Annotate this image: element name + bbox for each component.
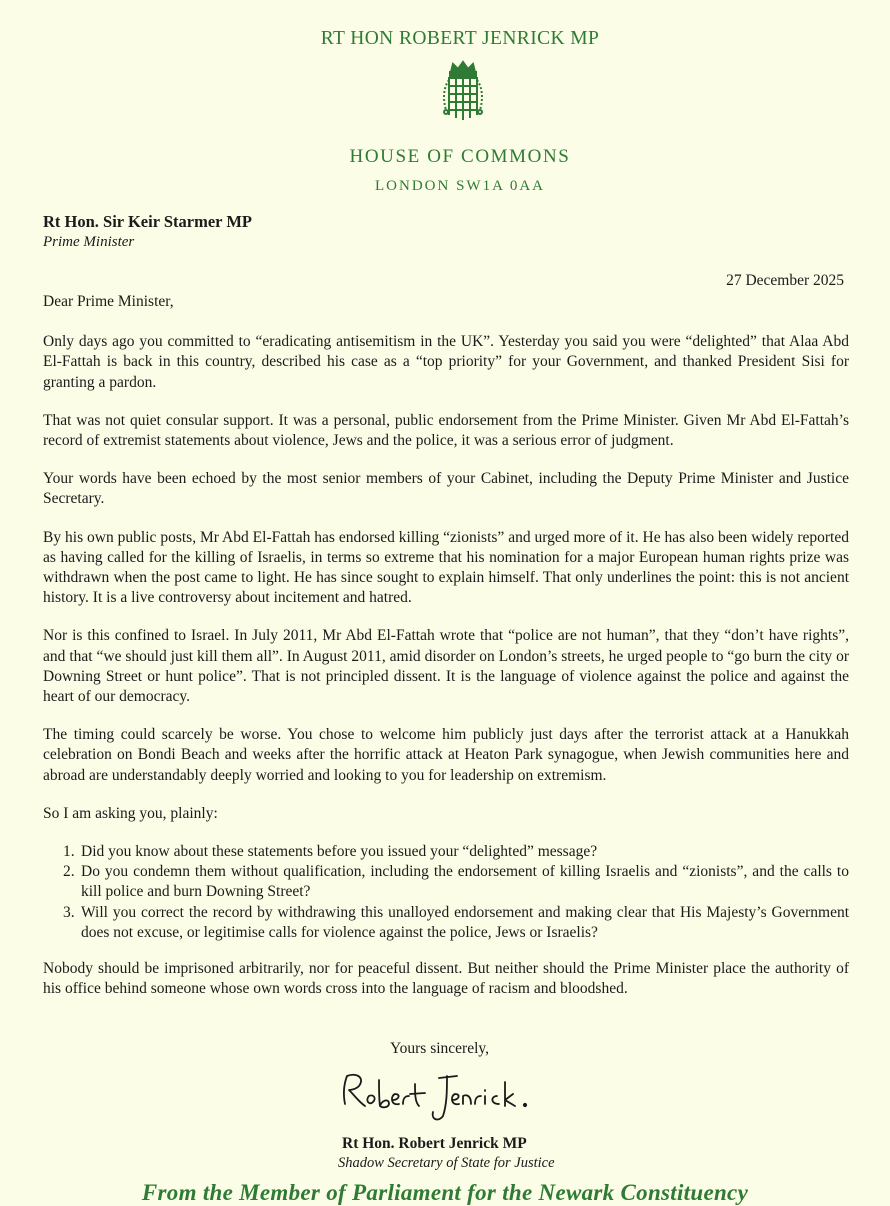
paragraph: Nor is this confined to Israel. In July 2011, Mr Abd El-Fattah wrote that “police are not human”, that they “don’t have rights”, and that “we should just kill them all”. In August 2011, amid disorder on London’s streets, he urged people to “go burn the city or Downing Street or hunt police”. That is not principled dissent. It is the language of violence against the police and against the heart of our democracy. xyxy=(43,627,849,706)
questions-list xyxy=(43,842,849,943)
signer-block xyxy=(338,1135,555,1172)
paragraph: The timing could scarcely be worse. You chose to welcome him publicly just days after the terrorist attack at a Hanukkah celebration on Bondi Beach and weeks after the horrific attack at Heaton Park synagogue, when Jewish communities here and abroad are understandably deeply worried and looking to you for leadership on extremism. xyxy=(43,726,849,784)
letter-body xyxy=(43,292,849,1017)
question-number: 3. xyxy=(63,903,75,921)
paragraph: Only days ago you committed to “eradicating antisemitism in the UK”. Yesterday you said you were “delighted” that Alaa Abd El-Fattah is back in this country, described his case as a “top priority” for your Government, and thanked President Sisi for granting a pardon. xyxy=(43,333,849,391)
letterhead xyxy=(0,28,890,195)
list-item xyxy=(63,903,849,943)
closing: Yours sincerely, xyxy=(390,1040,490,1057)
question-number: 2. xyxy=(63,863,75,881)
recipient-name: Rt Hon. Sir Keir Starmer MP xyxy=(43,212,252,231)
signer-title: Shadow Secretary of State for Justice xyxy=(338,1155,555,1171)
recipient-block xyxy=(43,212,252,251)
list-item xyxy=(63,862,849,902)
signer-name: Rt Hon. Robert Jenrick MP xyxy=(342,1135,527,1152)
footer-constituency: From the Member of Parliament for the Newark Constituency xyxy=(141,1180,749,1205)
salutation: Dear Prime Minister, xyxy=(43,293,174,310)
question-number: 1. xyxy=(63,843,75,861)
letter-date: 27 December 2025 xyxy=(726,272,844,289)
letterhead-mp-name: RT HON ROBERT JENRICK MP xyxy=(320,28,600,49)
letterhead-address: LONDON SW1A 0AA xyxy=(375,178,545,194)
paragraph: By his own public posts, Mr Abd El-Fattah has endorsed killing “zionists” and urged more of it. He has also been widely reported as having called for the killing of Israelis, in terms so extreme that his nomination for a major European human rights prize was withdrawn when the post came to light. He has since sought to explain himself. That only underlines the point: this is not ancient history. It is a live controversy about incitement and hatred. xyxy=(43,528,849,607)
paragraph: Your words have been echoed by the most senior members of your Cabinet, including the Deputy Prime Minister and Justice Secretary. xyxy=(43,470,849,508)
question-text: Did you know about these statements before you issued your “delighted” message? xyxy=(81,843,598,861)
list-item xyxy=(63,842,849,862)
final-paragraph: Nobody should be imprisoned arbitrarily, nor for peaceful dissent. But neither should the Prime Minister place the authority of his office behind someone whose own words cross into the language of racism and bloodshed. xyxy=(43,960,849,998)
paragraph: That was not quiet consular support. It was a personal, public endorsement from the Prime Minister. Given Mr Abd El-Fattah’s record of extremist statements about violence, Jews and the police, it was a serious error of judgment. xyxy=(43,411,849,450)
letterhead-house: HOUSE OF COMMONS xyxy=(349,146,571,167)
question-text: Do you condemn them without qualification, including the endorsement of killing Israelis and “zionists”, and the calls to kill police and burn Downing Street? xyxy=(81,863,849,901)
question-text: Will you correct the record by withdrawing this unalloyed endorsement and making clear that His Majesty’s Government does not excuse, or legitimise calls for violence against the police, Jews or Israelis? xyxy=(81,903,849,941)
recipient-title: Prime Minister xyxy=(43,234,135,250)
paragraph: So I am asking you, plainly: xyxy=(43,804,218,822)
signature xyxy=(335,1066,565,1126)
portcullis-icon xyxy=(441,60,485,126)
